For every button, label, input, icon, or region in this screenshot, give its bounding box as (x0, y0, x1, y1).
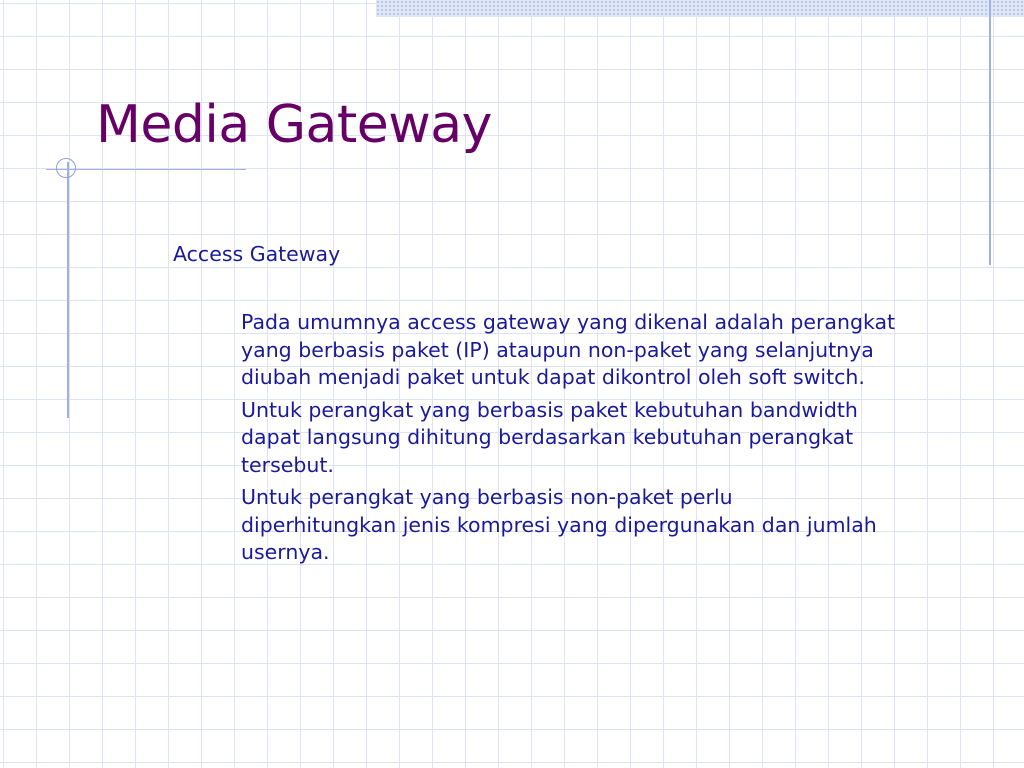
paragraph-line: Untuk perangkat yang berbasis paket kebutuhan bandwidth (241, 397, 858, 422)
paragraph-line: usernya. (241, 540, 330, 564)
paragraph-line: Untuk perangkat yang berbasis non-paket perlu (241, 485, 733, 509)
body-paragraph-1 (241, 309, 981, 392)
paragraph-line: yang berbasis paket (IP) ataupun non-paket yang selanjutnya (241, 337, 874, 362)
right-decor-rule (989, 0, 991, 265)
paragraph-line: tersebut. (241, 452, 334, 477)
body-paragraph-2 (241, 397, 981, 480)
slide-title: Media Gateway (96, 95, 492, 155)
paragraph-line: diperhitungkan jenis kompresi yang dipergunakan dan jumlah (241, 512, 877, 537)
ring-icon (56, 158, 76, 178)
left-decor-rule (67, 162, 69, 418)
slide-subheading: Access Gateway (173, 242, 341, 266)
paragraph-line: dapat langsung dihitung berdasarkan kebutuhan perangkat (241, 425, 854, 449)
title-underline-rule (46, 169, 246, 170)
body-paragraph-3 (241, 484, 981, 567)
paragraph-line: Pada umumnya access gateway yang dikenal adalah perangkat (241, 310, 896, 334)
paragraph-line: diubah menjadi paket untuk dapat dikontrol oleh soft switch. (241, 365, 865, 389)
top-decor-band (376, 0, 1024, 17)
slide-body (241, 309, 981, 572)
